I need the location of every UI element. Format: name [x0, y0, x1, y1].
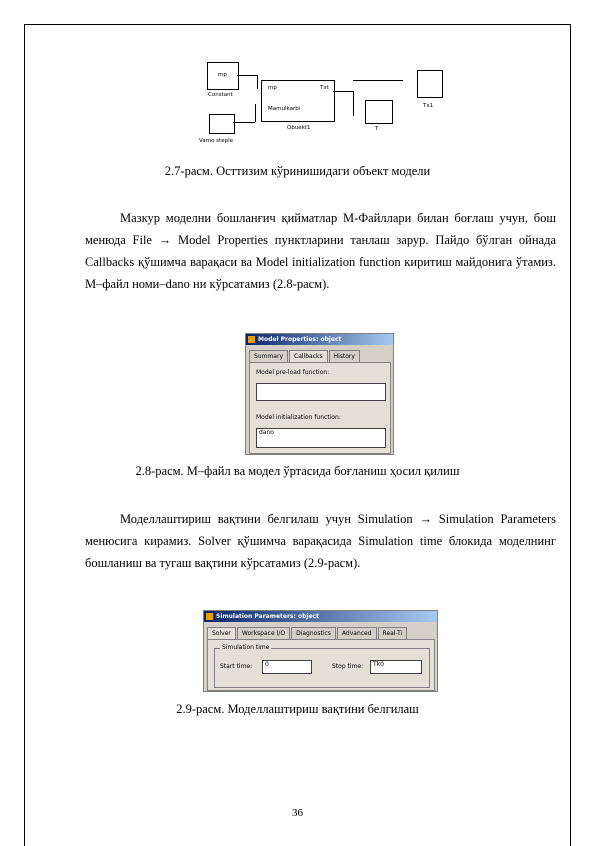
solver-panel [207, 639, 435, 691]
preload-field[interactable] [256, 383, 386, 401]
constant-value: mp [218, 72, 227, 78]
page-number: 36 [292, 807, 303, 819]
tab-bar [207, 627, 408, 639]
tab-workspace-io[interactable]: Workspace I/O [237, 627, 290, 639]
wire [333, 91, 353, 92]
preload-label: Model pre-load function: [256, 369, 330, 376]
paragraph-2: Моделлаштириш вақтини белгилаш учун Simulation → Simulation Parameters менюсига кирамиз. Solver қўшимча варақасида Simulation time блокида моделнинг бошланиш ва тугаш вақтини кўрсатамиз (2.9-расм). [85, 512, 556, 570]
scope-label: Tx1 [423, 103, 434, 109]
dialog-title: Model Properties: object [258, 336, 342, 343]
dialog-title-bar [246, 334, 393, 345]
figure-2-8-caption: 2.8-расм. M–файл ва модел ўртасида боғланиш ҳосил қилиш [135, 464, 460, 478]
constant-label: Constant [208, 92, 233, 98]
stop-time-field[interactable]: Tk0 [370, 660, 422, 674]
step-t-label: T [375, 126, 379, 132]
tab-summary[interactable]: Summary [249, 350, 288, 362]
scope-block [417, 70, 443, 98]
constant-block [207, 62, 239, 90]
figure-2-7-caption: 2.7-расм. Осттизим кўринишидаги объект модели [164, 164, 431, 178]
matlab-icon [248, 336, 255, 343]
subsystem-in2: Mamulkarbi [268, 106, 301, 112]
paragraph-1: Мазкур моделни бошланғич қийматлар M-Файллари билан боғлаш учун, бош менюда File → Model Properties пунктларини танлаш зарур. Пайдо бўлган ойнада Callbacks қўшимча варақаси ва Model initialization function киритиш майдонига ўтамиз. M–файл номи–dano ни кўрсатамиз (2.8-расм). [85, 211, 556, 291]
start-time-label: Start time: [220, 663, 253, 670]
tab-diagnostics[interactable]: Diagnostics [291, 627, 336, 639]
subsystem-block [261, 80, 335, 122]
tab-bar [249, 350, 361, 362]
tab-history[interactable]: History [329, 350, 360, 362]
group-label: Simulation time [222, 644, 270, 651]
subsystem-in1: mp [268, 85, 277, 91]
dialog-title: Simulation Parameters: object [216, 613, 319, 620]
model-properties-dialog [245, 333, 394, 455]
subsystem-label: Obuekt1 [287, 125, 311, 131]
simulation-parameters-dialog [203, 610, 438, 692]
step-block-t [365, 100, 393, 124]
callbacks-panel [249, 362, 391, 454]
matlab-icon [206, 613, 213, 620]
stop-time-label: Stop time: [332, 663, 364, 670]
step-block [209, 114, 235, 134]
wire [255, 104, 256, 122]
init-field[interactable]: dano [256, 428, 386, 448]
init-label: Model initialization function: [256, 414, 341, 421]
dialog-title-bar [204, 611, 437, 622]
wire [353, 80, 403, 81]
tab-callbacks[interactable]: Callbacks [289, 350, 328, 362]
simulink-model-figure [195, 58, 445, 150]
wire [353, 91, 354, 116]
wire [257, 75, 258, 89]
wire [237, 75, 257, 76]
start-time-field[interactable]: 0 [262, 660, 312, 674]
tab-real-time[interactable]: Real-Ti [378, 627, 408, 639]
tab-advanced[interactable]: Advanced [337, 627, 377, 639]
subsystem-out: Txt [320, 85, 329, 91]
figure-2-9-caption: 2.9-расм. Моделлаштириш вақтини белгилаш [176, 702, 419, 716]
step-label: Vamo stepie [199, 138, 233, 144]
tab-solver[interactable]: Solver [207, 627, 236, 639]
wire [233, 122, 255, 123]
